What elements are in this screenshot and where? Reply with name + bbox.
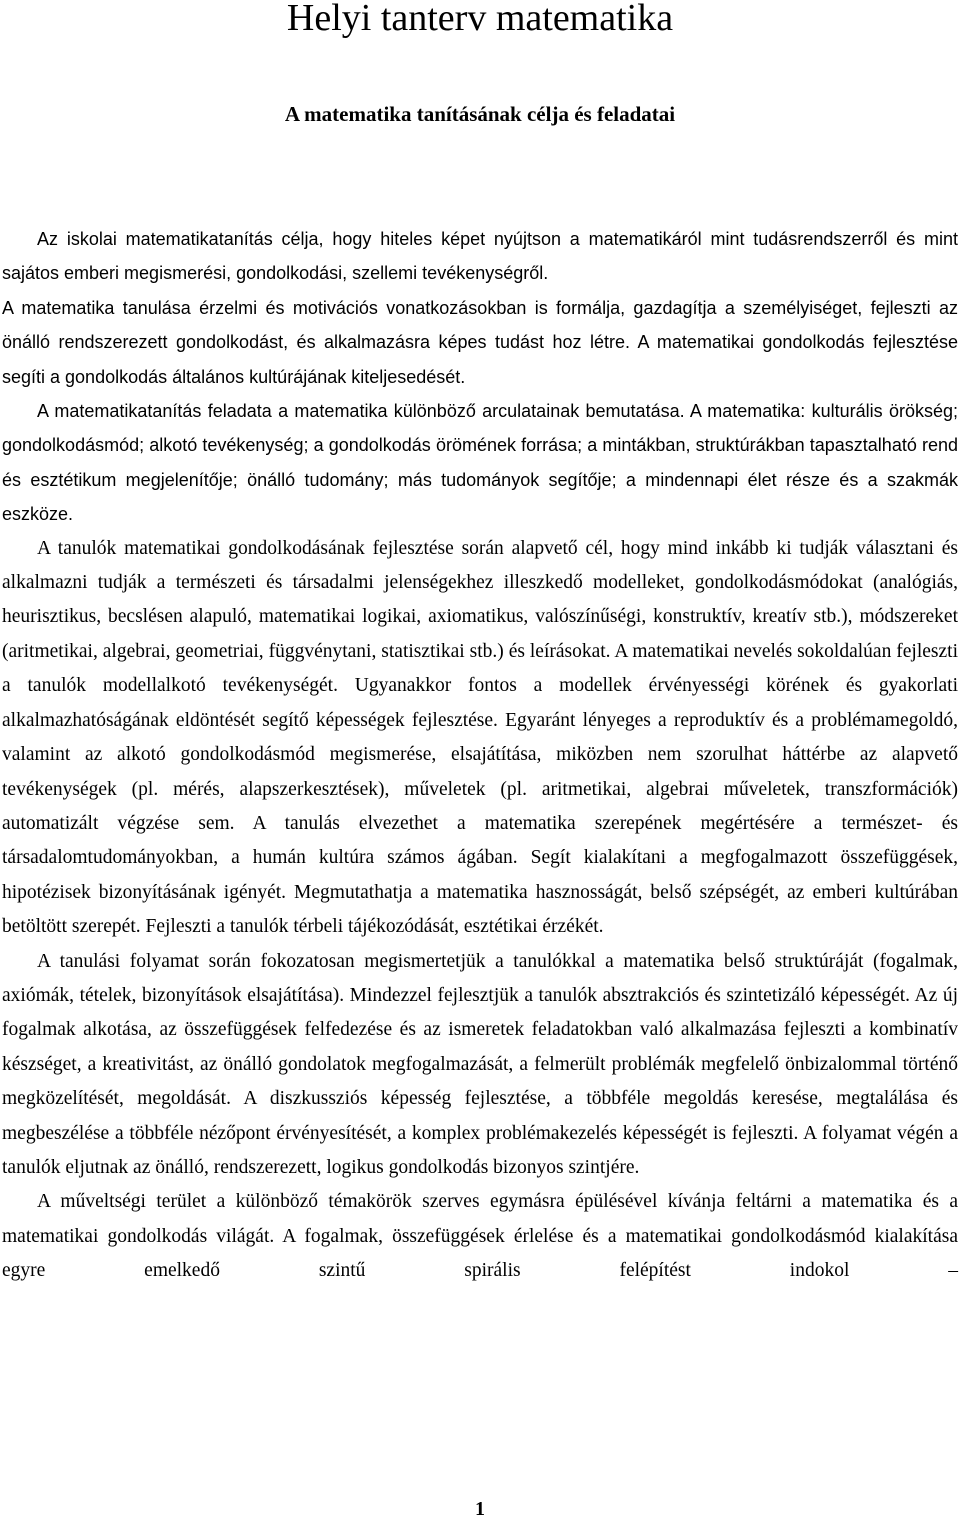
paragraph-thinking: A tanulók matematikai gondolkodásának fejlesztése során alapvető cél, hogy mind inkább ki tudják választani és alkalmazni tudják a természeti és társadalmi jelenségekhez illeszkedő modelleket, gondolkodásmódokat (analógiás, heurisztikus, becslésen alapuló, matematikai logikai, axiomatikus, valószínűségi, konstruktív, kreatív stb.), módszereket (aritmetikai, algebrai, geometriai, függvénytani, statisztikai stb.) és leírásokat. A matematikai nevelés sokoldalúan fejleszti a tanulók modellalkotó tevékenységét. Ugyanakkor fontos a modellek érvényességi körének és gyakorlati alkalmazhatóságának eldöntését segítő képességek fejlesztése. Egyaránt lényeges a reproduktív és a problémamegoldó, valamint az alkotó gondolkodásmód megismerése, elsajátítása, miközben nem szorulhat háttérbe az alapvető tevékenységek (pl. mérés, alapszerkesztések), műveletek (pl. aritmetikai, algebrai műveletek, transzformációk) automatizált végzése sem. A tanulás elvezethet a matematika szerepének megértésére a természet- és társadalomtudományokban, a humán kultúra számos ágában. Segít kialakítani a megfogalmazott összefüggések, hipotézisek bizonyításának igényét. Megmutathatja a matematika hasznosságát, belső szépségét, az emberi kultúrában betöltött szerepét. Fejleszti a tanulók térbeli tájékozódását, esztétikai érzékét. <box>2 537 958 938</box>
paragraph-task: A matematikatanítás feladata a matematika különböző arculatainak bemutatása. A matematika: kulturális örökség; gondolkodásmód; alkotó tevékenység; a gondolkodás örömének forrása; a mintákban, struktúrákban tapasztalható rend és esztétikum megjelenítője; önálló tudomány; más tudományok segítője; a mindennapi élet része és a szakmák eszköze. <box>2 401 958 525</box>
paragraph-personality: A matematika tanulása érzelmi és motivációs vonatkozásokban is formálja, gazdagítja a személyiséget, fejleszti az önálló rendszerezett gondolkodást, és alkalmazásra képes tudást hoz létre. A matematikai gondolkodás fejlesztése segíti a gondolkodás általános kultúrájának kiteljesedését. <box>2 297 958 387</box>
paragraph-intro: Az iskolai matematikatanítás célja, hogy hiteles képet nyújtson a matematikáról mint tudásrendszerről és mint sajátos emberi megismerési, gondolkodási, szellemi tevékenységről. <box>2 229 958 284</box>
document-body <box>2 222 958 1289</box>
paragraph-field: A műveltségi terület a különböző témakörök szerves egymásra épülésével kívánja feltárni a matematika és a matematikai gondolkodás világát. A fogalmak, összefüggések érlelése és a matematikai gondolkodásmód kialakítása egyre emelkedő szintű spirális felépítést indokol – <box>2 1191 958 1282</box>
document-title: Helyi tanterv matematika <box>286 0 674 39</box>
paragraph-learning-process: A tanulási folyamat során fokozatosan megismertetjük a tanulókkal a matematika belső struktúráját (fogalmak, axiómák, tételek, bizonyítások elsajátítása). Mindezzel fejlesztjük a tanulók absztrakciós és szintetizáló képességét. Az új fogalmak alkotása, az összefüggések felfedezése és az ismeretek feladatokban való alkalmazása fejleszti a kombinatív készséget, a kreativitást, az önálló gondolatok megfogalmazását, a felmerült problémák megfelelő önbizalommal történő megközelítését, megoldását. A diszkussziós képesség fejlesztése, a többféle megoldás keresése, megtalálása és megbeszélése a többféle nézőpont érvényesítését, a komplex problémakezelés képességét is fejleszti. A folyamat végén a tanulók eljutnak az önálló, rendszerezett, logikus gondolkodás bizonyos szintjére. <box>2 950 958 1178</box>
section-heading: A matematika tanításának célja és feladatai <box>284 102 676 126</box>
page-number: 1 <box>475 1498 485 1520</box>
